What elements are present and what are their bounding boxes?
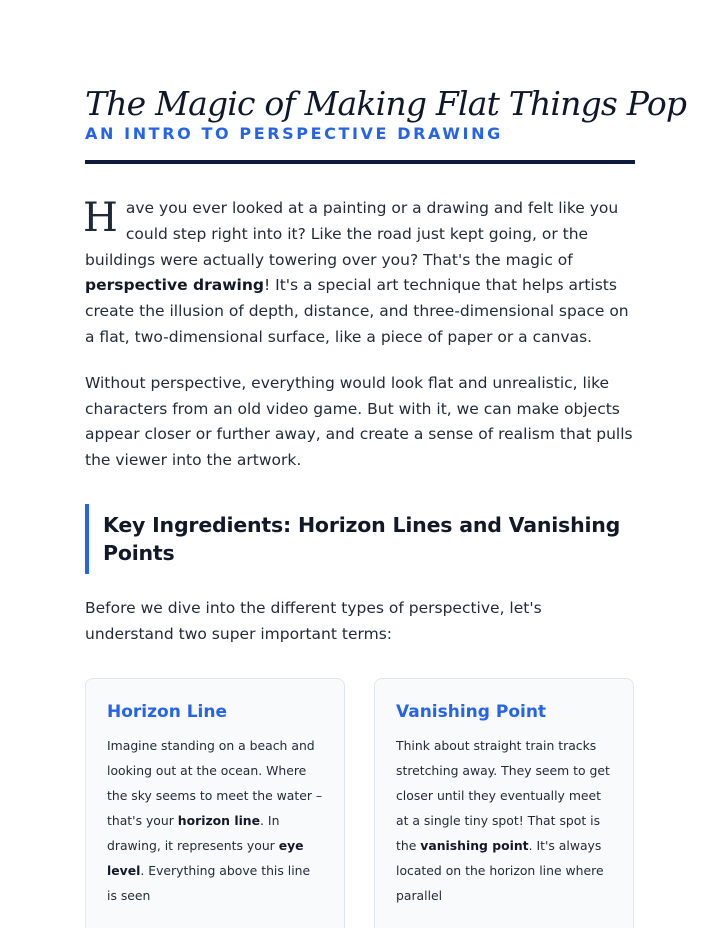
intro-text-b: ! It's a special art technique that helps artists create the illusion of depth, distance, and three-dimensional space on a flat, two-dimensional surface, like a piece of paper or a canvas. bbox=[85, 276, 629, 346]
card-text-b: . It's always located on the horizon line where parallel bbox=[396, 837, 604, 903]
card-text-a: Imagine standing on a beach and looking out at the ocean. Where the sky seems to meet the water – that's your bbox=[107, 737, 323, 828]
page-title: The Magic of Making Flat Things Pop bbox=[85, 84, 687, 123]
section-heading: Key Ingredients: Horizon Lines and Vanishing Points bbox=[103, 512, 621, 565]
title-divider bbox=[85, 160, 635, 164]
second-paragraph: Without perspective, everything would look flat and unrealistic, like characters from an old video game. But with it, we can make objects appear closer or further away, and create a sense of realism that pulls the viewer into the artwork. bbox=[85, 373, 633, 470]
card-text-c: . Everything above this line is seen bbox=[107, 862, 311, 903]
card-text bbox=[396, 733, 612, 908]
term-cards bbox=[85, 678, 635, 928]
card-vanishing-point bbox=[374, 678, 634, 928]
intro-text bbox=[85, 196, 635, 351]
intro-paragraph bbox=[85, 196, 635, 351]
intro-bold-term: perspective drawing bbox=[85, 276, 264, 295]
card-text-b: . In drawing, it represents your bbox=[107, 812, 280, 853]
article bbox=[83, 84, 687, 928]
card-title: Horizon Line bbox=[107, 701, 228, 722]
drop-cap: H bbox=[83, 195, 118, 241]
card-bold-term: horizon line bbox=[177, 812, 261, 828]
section-heading-block bbox=[85, 504, 635, 574]
card-horizon-line bbox=[85, 678, 345, 928]
section-lead: Before we dive into the different types of perspective, let's understand two super important terms: bbox=[85, 598, 542, 643]
card-text-a: Think about straight train tracks stretching away. They seem to get closer until they eventually meet at a single tiny spot! That spot is the bbox=[396, 737, 610, 853]
card-bold-term: vanishing point bbox=[420, 837, 529, 853]
card-title: Vanishing Point bbox=[396, 701, 547, 722]
intro-text-a: ave you ever looked at a painting or a drawing and felt like you could step right into it? Like the road just kept going, or the buildings were actually towering over you? That's the magic of bbox=[85, 199, 619, 269]
card-bold-term-2: eye level bbox=[107, 837, 304, 878]
card-text bbox=[107, 733, 323, 908]
page-subtitle: AN INTRO TO PERSPECTIVE DRAWING bbox=[85, 124, 503, 143]
